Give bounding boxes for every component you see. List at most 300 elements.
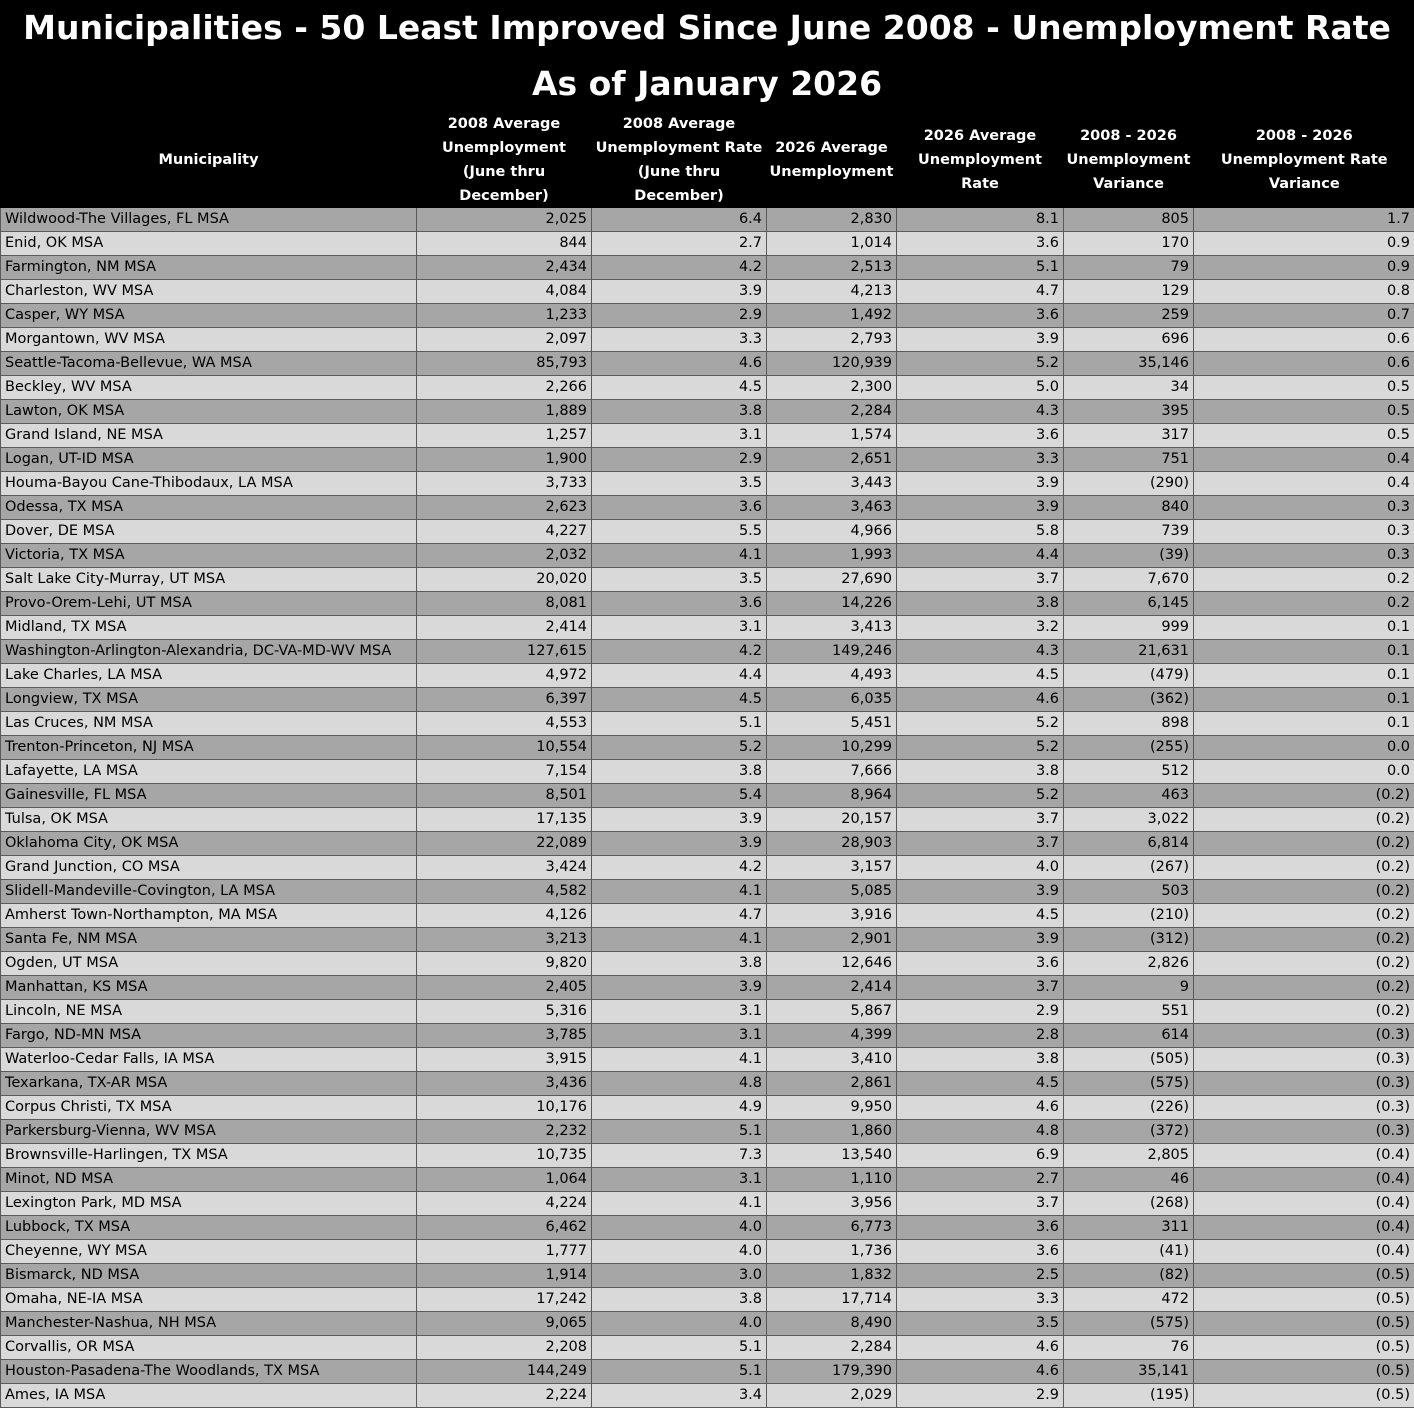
rate-variance-cell: 0.1: [1194, 640, 1414, 664]
avg-unemployment-2026-cell: 2,284: [767, 1336, 897, 1360]
rate-variance-cell: 0.3: [1194, 520, 1414, 544]
unemployment-variance-cell: 259: [1064, 304, 1194, 328]
municipality-cell: Fargo, ND-MN MSA: [1, 1024, 417, 1048]
rate-variance-cell: (0.4): [1194, 1240, 1414, 1264]
avg-unemployment-2008-cell: 127,615: [417, 640, 592, 664]
avg-unemployment-2026-cell: 4,493: [767, 664, 897, 688]
avg-rate-2026-cell: 3.8: [897, 760, 1064, 784]
unemployment-variance-cell: (575): [1064, 1312, 1194, 1336]
avg-unemployment-2008-cell: 4,126: [417, 904, 592, 928]
rate-variance-cell: 0.8: [1194, 280, 1414, 304]
avg-unemployment-2008-cell: 1,777: [417, 1240, 592, 1264]
avg-rate-2026-cell: 5.2: [897, 712, 1064, 736]
table-row: [1, 808, 1414, 832]
unemployment-variance-cell: 472: [1064, 1288, 1194, 1312]
avg-rate-2026-cell: 3.6: [897, 424, 1064, 448]
avg-unemployment-2026-cell: 149,246: [767, 640, 897, 664]
avg-rate-2026-cell: 3.6: [897, 952, 1064, 976]
avg-rate-2008-cell: 3.9: [592, 976, 767, 1000]
avg-unemployment-2026-cell: 4,399: [767, 1024, 897, 1048]
avg-rate-2026-cell: 3.8: [897, 1048, 1064, 1072]
municipality-cell: Dover, DE MSA: [1, 520, 417, 544]
rate-variance-cell: (0.2): [1194, 808, 1414, 832]
unemployment-variance-cell: 898: [1064, 712, 1194, 736]
avg-rate-2008-cell: 3.1: [592, 1024, 767, 1048]
table-row: [1, 472, 1414, 496]
table-row: [1, 784, 1414, 808]
avg-unemployment-2008-cell: 7,154: [417, 760, 592, 784]
rate-variance-cell: 0.7: [1194, 304, 1414, 328]
avg-unemployment-2008-cell: 4,224: [417, 1192, 592, 1216]
avg-rate-2026-cell: 4.6: [897, 688, 1064, 712]
table-row: [1, 208, 1414, 232]
column-header-2026-avg-unemployment: 2026 Average Unemployment: [767, 112, 897, 208]
avg-unemployment-2026-cell: 27,690: [767, 568, 897, 592]
rate-variance-cell: (0.2): [1194, 784, 1414, 808]
avg-rate-2026-cell: 4.3: [897, 640, 1064, 664]
avg-unemployment-2026-cell: 1,993: [767, 544, 897, 568]
avg-unemployment-2026-cell: 2,651: [767, 448, 897, 472]
avg-unemployment-2008-cell: 9,820: [417, 952, 592, 976]
column-header-unemployment-variance: 2008 - 2026 Unemployment Variance: [1064, 112, 1194, 208]
avg-unemployment-2008-cell: 5,316: [417, 1000, 592, 1024]
unemployment-variance-cell: 311: [1064, 1216, 1194, 1240]
table-row: [1, 1072, 1414, 1096]
unemployment-variance-cell: 6,814: [1064, 832, 1194, 856]
avg-rate-2008-cell: 4.5: [592, 688, 767, 712]
table-row: [1, 1048, 1414, 1072]
avg-unemployment-2026-cell: 17,714: [767, 1288, 897, 1312]
unemployment-variance-cell: (210): [1064, 904, 1194, 928]
avg-rate-2008-cell: 4.6: [592, 352, 767, 376]
avg-rate-2026-cell: 3.9: [897, 328, 1064, 352]
municipality-cell: Santa Fe, NM MSA: [1, 928, 417, 952]
avg-rate-2008-cell: 4.1: [592, 880, 767, 904]
municipality-cell: Minot, ND MSA: [1, 1168, 417, 1192]
municipality-cell: Cheyenne, WY MSA: [1, 1240, 417, 1264]
avg-unemployment-2008-cell: 10,735: [417, 1144, 592, 1168]
avg-unemployment-2008-cell: 3,915: [417, 1048, 592, 1072]
avg-rate-2008-cell: 3.6: [592, 592, 767, 616]
municipality-cell: Logan, UT-ID MSA: [1, 448, 417, 472]
avg-rate-2026-cell: 3.3: [897, 1288, 1064, 1312]
rate-variance-cell: (0.5): [1194, 1336, 1414, 1360]
unemployment-variance-cell: (268): [1064, 1192, 1194, 1216]
avg-unemployment-2026-cell: 3,410: [767, 1048, 897, 1072]
avg-unemployment-2008-cell: 4,553: [417, 712, 592, 736]
avg-unemployment-2008-cell: 2,025: [417, 208, 592, 232]
table-row: [1, 832, 1414, 856]
column-header-2026-avg-rate: 2026 Average Unemployment Rate: [897, 112, 1064, 208]
unemployment-variance-cell: 46: [1064, 1168, 1194, 1192]
avg-rate-2026-cell: 5.2: [897, 736, 1064, 760]
rate-variance-cell: 0.6: [1194, 352, 1414, 376]
municipality-cell: Washington-Arlington-Alexandria, DC-VA-MD-WV MSA: [1, 640, 417, 664]
avg-rate-2008-cell: 5.1: [592, 1120, 767, 1144]
unemployment-variance-cell: (39): [1064, 544, 1194, 568]
avg-unemployment-2008-cell: 1,064: [417, 1168, 592, 1192]
avg-rate-2026-cell: 3.6: [897, 1216, 1064, 1240]
unemployment-variance-cell: 551: [1064, 1000, 1194, 1024]
avg-rate-2008-cell: 3.0: [592, 1264, 767, 1288]
municipality-cell: Morgantown, WV MSA: [1, 328, 417, 352]
rate-variance-cell: (0.3): [1194, 1096, 1414, 1120]
municipality-cell: Brownsville-Harlingen, TX MSA: [1, 1144, 417, 1168]
avg-rate-2008-cell: 5.2: [592, 736, 767, 760]
rate-variance-cell: 0.5: [1194, 424, 1414, 448]
avg-rate-2026-cell: 4.6: [897, 1360, 1064, 1384]
avg-rate-2026-cell: 4.5: [897, 1072, 1064, 1096]
unemployment-variance-cell: 170: [1064, 232, 1194, 256]
avg-unemployment-2026-cell: 5,867: [767, 1000, 897, 1024]
municipality-cell: Lexington Park, MD MSA: [1, 1192, 417, 1216]
avg-unemployment-2008-cell: 2,097: [417, 328, 592, 352]
municipality-cell: Lake Charles, LA MSA: [1, 664, 417, 688]
avg-rate-2008-cell: 3.5: [592, 472, 767, 496]
avg-unemployment-2008-cell: 2,414: [417, 616, 592, 640]
table-row: [1, 1000, 1414, 1024]
table-row: [1, 328, 1414, 352]
avg-unemployment-2008-cell: 85,793: [417, 352, 592, 376]
avg-unemployment-2026-cell: 6,773: [767, 1216, 897, 1240]
avg-unemployment-2026-cell: 3,157: [767, 856, 897, 880]
avg-rate-2026-cell: 3.6: [897, 304, 1064, 328]
avg-rate-2026-cell: 2.7: [897, 1168, 1064, 1192]
avg-rate-2008-cell: 4.0: [592, 1216, 767, 1240]
table-row: [1, 568, 1414, 592]
avg-unemployment-2026-cell: 1,574: [767, 424, 897, 448]
rate-variance-cell: (0.4): [1194, 1144, 1414, 1168]
avg-unemployment-2008-cell: 3,733: [417, 472, 592, 496]
avg-rate-2026-cell: 3.6: [897, 232, 1064, 256]
municipality-cell: Gainesville, FL MSA: [1, 784, 417, 808]
avg-rate-2008-cell: 3.1: [592, 424, 767, 448]
avg-unemployment-2008-cell: 1,257: [417, 424, 592, 448]
avg-rate-2026-cell: 4.7: [897, 280, 1064, 304]
avg-unemployment-2026-cell: 2,513: [767, 256, 897, 280]
rate-variance-cell: (0.2): [1194, 856, 1414, 880]
municipality-cell: Lincoln, NE MSA: [1, 1000, 417, 1024]
rate-variance-cell: 1.7: [1194, 208, 1414, 232]
unemployment-variance-cell: 805: [1064, 208, 1194, 232]
avg-unemployment-2008-cell: 2,405: [417, 976, 592, 1000]
avg-rate-2008-cell: 4.8: [592, 1072, 767, 1096]
rate-variance-cell: (0.2): [1194, 952, 1414, 976]
avg-rate-2026-cell: 3.8: [897, 592, 1064, 616]
rate-variance-cell: 0.6: [1194, 328, 1414, 352]
table-row: [1, 712, 1414, 736]
rate-variance-cell: 0.1: [1194, 712, 1414, 736]
municipality-cell: Grand Island, NE MSA: [1, 424, 417, 448]
rate-variance-cell: (0.2): [1194, 832, 1414, 856]
rate-variance-cell: 0.1: [1194, 664, 1414, 688]
municipality-cell: Manhattan, KS MSA: [1, 976, 417, 1000]
table-row: [1, 1024, 1414, 1048]
unemployment-variance-cell: 35,146: [1064, 352, 1194, 376]
municipality-cell: Omaha, NE-IA MSA: [1, 1288, 417, 1312]
rate-variance-cell: 0.0: [1194, 760, 1414, 784]
avg-unemployment-2026-cell: 1,014: [767, 232, 897, 256]
avg-unemployment-2026-cell: 9,950: [767, 1096, 897, 1120]
avg-rate-2008-cell: 2.7: [592, 232, 767, 256]
avg-rate-2026-cell: 2.8: [897, 1024, 1064, 1048]
avg-unemployment-2008-cell: 2,208: [417, 1336, 592, 1360]
table-row: [1, 1168, 1414, 1192]
municipality-cell: Casper, WY MSA: [1, 304, 417, 328]
unemployment-variance-cell: 739: [1064, 520, 1194, 544]
table-row: [1, 352, 1414, 376]
avg-rate-2008-cell: 4.9: [592, 1096, 767, 1120]
avg-unemployment-2008-cell: 6,397: [417, 688, 592, 712]
municipality-cell: Parkersburg-Vienna, WV MSA: [1, 1120, 417, 1144]
avg-unemployment-2026-cell: 10,299: [767, 736, 897, 760]
avg-rate-2008-cell: 3.1: [592, 1168, 767, 1192]
avg-rate-2026-cell: 6.9: [897, 1144, 1064, 1168]
avg-unemployment-2026-cell: 3,443: [767, 472, 897, 496]
table-row: [1, 736, 1414, 760]
avg-unemployment-2008-cell: 144,249: [417, 1360, 592, 1384]
avg-unemployment-2008-cell: 4,227: [417, 520, 592, 544]
unemployment-variance-cell: 6,145: [1064, 592, 1194, 616]
table-row: [1, 760, 1414, 784]
municipality-cell: Bismarck, ND MSA: [1, 1264, 417, 1288]
avg-unemployment-2008-cell: 1,900: [417, 448, 592, 472]
municipality-cell: Corpus Christi, TX MSA: [1, 1096, 417, 1120]
rate-variance-cell: 0.5: [1194, 400, 1414, 424]
rate-variance-cell: (0.5): [1194, 1264, 1414, 1288]
avg-rate-2026-cell: 4.5: [897, 904, 1064, 928]
rate-variance-cell: (0.5): [1194, 1360, 1414, 1384]
avg-unemployment-2026-cell: 7,666: [767, 760, 897, 784]
table-row: [1, 904, 1414, 928]
avg-rate-2008-cell: 5.1: [592, 1336, 767, 1360]
municipality-cell: Lafayette, LA MSA: [1, 760, 417, 784]
unemployment-variance-cell: 3,022: [1064, 808, 1194, 832]
avg-rate-2008-cell: 4.7: [592, 904, 767, 928]
unemployment-variance-cell: 840: [1064, 496, 1194, 520]
avg-unemployment-2026-cell: 6,035: [767, 688, 897, 712]
avg-unemployment-2026-cell: 4,966: [767, 520, 897, 544]
table-row: [1, 1288, 1414, 1312]
avg-rate-2008-cell: 4.5: [592, 376, 767, 400]
rate-variance-cell: 0.4: [1194, 448, 1414, 472]
table-row: [1, 616, 1414, 640]
unemployment-table: [0, 112, 1414, 1408]
municipality-cell: Provo-Orem-Lehi, UT MSA: [1, 592, 417, 616]
column-header-municipality: Municipality: [1, 112, 417, 208]
avg-rate-2008-cell: 3.8: [592, 952, 767, 976]
rate-variance-cell: 0.9: [1194, 232, 1414, 256]
avg-rate-2008-cell: 4.4: [592, 664, 767, 688]
table-row: [1, 376, 1414, 400]
avg-rate-2008-cell: 4.2: [592, 640, 767, 664]
avg-rate-2008-cell: 2.9: [592, 448, 767, 472]
rate-variance-cell: (0.2): [1194, 880, 1414, 904]
municipality-cell: Grand Junction, CO MSA: [1, 856, 417, 880]
municipality-cell: Ogden, UT MSA: [1, 952, 417, 976]
avg-unemployment-2008-cell: 3,213: [417, 928, 592, 952]
header-row: [1, 112, 1414, 208]
unemployment-variance-cell: 2,826: [1064, 952, 1194, 976]
avg-rate-2008-cell: 5.1: [592, 1360, 767, 1384]
municipality-cell: Amherst Town-Northampton, MA MSA: [1, 904, 417, 928]
municipality-cell: Longview, TX MSA: [1, 688, 417, 712]
table-row: [1, 400, 1414, 424]
rate-variance-cell: 0.4: [1194, 472, 1414, 496]
page-subtitle: As of January 2026: [0, 56, 1414, 112]
rate-variance-cell: 0.2: [1194, 568, 1414, 592]
avg-rate-2026-cell: 3.7: [897, 976, 1064, 1000]
avg-unemployment-2008-cell: 8,501: [417, 784, 592, 808]
avg-rate-2008-cell: 4.1: [592, 1192, 767, 1216]
unemployment-variance-cell: (575): [1064, 1072, 1194, 1096]
avg-unemployment-2008-cell: 3,436: [417, 1072, 592, 1096]
avg-rate-2008-cell: 4.0: [592, 1312, 767, 1336]
avg-rate-2026-cell: 4.4: [897, 544, 1064, 568]
avg-rate-2026-cell: 3.2: [897, 616, 1064, 640]
municipality-cell: Slidell-Mandeville-Covington, LA MSA: [1, 880, 417, 904]
avg-unemployment-2008-cell: 17,135: [417, 808, 592, 832]
avg-rate-2008-cell: 4.1: [592, 1048, 767, 1072]
avg-rate-2008-cell: 5.4: [592, 784, 767, 808]
unemployment-variance-cell: 614: [1064, 1024, 1194, 1048]
municipality-cell: Beckley, WV MSA: [1, 376, 417, 400]
page-title: Municipalities - 50 Least Improved Since June 2008 - Unemployment Rate: [0, 0, 1414, 56]
unemployment-variance-cell: 503: [1064, 880, 1194, 904]
rate-variance-cell: 0.0: [1194, 736, 1414, 760]
avg-rate-2026-cell: 3.9: [897, 928, 1064, 952]
table-row: [1, 1240, 1414, 1264]
unemployment-variance-cell: (82): [1064, 1264, 1194, 1288]
avg-rate-2026-cell: 2.9: [897, 1384, 1064, 1408]
rate-variance-cell: 0.1: [1194, 688, 1414, 712]
unemployment-variance-cell: 999: [1064, 616, 1194, 640]
avg-unemployment-2026-cell: 2,414: [767, 976, 897, 1000]
rate-variance-cell: (0.5): [1194, 1312, 1414, 1336]
unemployment-variance-cell: 2,805: [1064, 1144, 1194, 1168]
rate-variance-cell: (0.3): [1194, 1072, 1414, 1096]
avg-unemployment-2026-cell: 1,492: [767, 304, 897, 328]
table-row: [1, 1120, 1414, 1144]
avg-unemployment-2026-cell: 3,956: [767, 1192, 897, 1216]
avg-rate-2026-cell: 3.7: [897, 832, 1064, 856]
avg-unemployment-2026-cell: 2,901: [767, 928, 897, 952]
unemployment-variance-cell: (290): [1064, 472, 1194, 496]
avg-rate-2008-cell: 4.1: [592, 928, 767, 952]
avg-unemployment-2008-cell: 2,224: [417, 1384, 592, 1408]
table-row: [1, 304, 1414, 328]
table-row: [1, 952, 1414, 976]
avg-rate-2008-cell: 3.3: [592, 328, 767, 352]
unemployment-variance-cell: 463: [1064, 784, 1194, 808]
avg-unemployment-2026-cell: 2,830: [767, 208, 897, 232]
table-row: [1, 424, 1414, 448]
avg-rate-2026-cell: 3.7: [897, 1192, 1064, 1216]
rate-variance-cell: 0.9: [1194, 256, 1414, 280]
avg-rate-2008-cell: 2.9: [592, 304, 767, 328]
unemployment-variance-cell: (479): [1064, 664, 1194, 688]
rate-variance-cell: (0.2): [1194, 904, 1414, 928]
rate-variance-cell: (0.5): [1194, 1384, 1414, 1408]
avg-unemployment-2026-cell: 14,226: [767, 592, 897, 616]
table-row: [1, 1096, 1414, 1120]
table-row: [1, 1360, 1414, 1384]
unemployment-variance-cell: (267): [1064, 856, 1194, 880]
rate-variance-cell: 0.1: [1194, 616, 1414, 640]
avg-rate-2026-cell: 3.3: [897, 448, 1064, 472]
rate-variance-cell: 0.3: [1194, 544, 1414, 568]
avg-rate-2026-cell: 8.1: [897, 208, 1064, 232]
table-row: [1, 640, 1414, 664]
avg-rate-2026-cell: 4.8: [897, 1120, 1064, 1144]
avg-unemployment-2008-cell: 2,032: [417, 544, 592, 568]
municipality-cell: Enid, OK MSA: [1, 232, 417, 256]
unemployment-variance-cell: (255): [1064, 736, 1194, 760]
title-block: [0, 0, 1414, 112]
avg-rate-2026-cell: 3.7: [897, 808, 1064, 832]
avg-rate-2026-cell: 5.2: [897, 784, 1064, 808]
avg-rate-2008-cell: 5.1: [592, 712, 767, 736]
rate-variance-cell: (0.4): [1194, 1192, 1414, 1216]
municipality-cell: Seattle-Tacoma-Bellevue, WA MSA: [1, 352, 417, 376]
column-header-rate-variance: 2008 - 2026 Unemployment Rate Variance: [1194, 112, 1414, 208]
municipality-cell: Oklahoma City, OK MSA: [1, 832, 417, 856]
unemployment-variance-cell: 696: [1064, 328, 1194, 352]
avg-unemployment-2008-cell: 22,089: [417, 832, 592, 856]
column-header-2008-avg-rate: 2008 Average Unemployment Rate (June thru December): [592, 112, 767, 208]
municipality-cell: Ames, IA MSA: [1, 1384, 417, 1408]
avg-unemployment-2026-cell: 3,463: [767, 496, 897, 520]
avg-unemployment-2008-cell: 9,065: [417, 1312, 592, 1336]
municipality-cell: Texarkana, TX-AR MSA: [1, 1072, 417, 1096]
avg-unemployment-2008-cell: 10,176: [417, 1096, 592, 1120]
avg-unemployment-2026-cell: 179,390: [767, 1360, 897, 1384]
avg-rate-2026-cell: 3.9: [897, 880, 1064, 904]
rate-variance-cell: (0.2): [1194, 1000, 1414, 1024]
avg-unemployment-2026-cell: 2,793: [767, 328, 897, 352]
table-row: [1, 280, 1414, 304]
avg-unemployment-2026-cell: 4,213: [767, 280, 897, 304]
table-row: [1, 1384, 1414, 1408]
avg-unemployment-2026-cell: 8,490: [767, 1312, 897, 1336]
table-row: [1, 256, 1414, 280]
table-row: [1, 856, 1414, 880]
municipality-cell: Wildwood-The Villages, FL MSA: [1, 208, 417, 232]
rate-variance-cell: (0.3): [1194, 1048, 1414, 1072]
municipality-cell: Manchester-Nashua, NH MSA: [1, 1312, 417, 1336]
avg-rate-2008-cell: 6.4: [592, 208, 767, 232]
avg-rate-2008-cell: 3.6: [592, 496, 767, 520]
avg-rate-2026-cell: 3.9: [897, 496, 1064, 520]
avg-rate-2026-cell: 5.8: [897, 520, 1064, 544]
avg-unemployment-2008-cell: 3,785: [417, 1024, 592, 1048]
avg-unemployment-2026-cell: 1,860: [767, 1120, 897, 1144]
municipality-cell: Lubbock, TX MSA: [1, 1216, 417, 1240]
table-row: [1, 544, 1414, 568]
avg-rate-2026-cell: 4.0: [897, 856, 1064, 880]
municipality-cell: Midland, TX MSA: [1, 616, 417, 640]
avg-unemployment-2008-cell: 2,623: [417, 496, 592, 520]
avg-rate-2008-cell: 4.2: [592, 256, 767, 280]
avg-unemployment-2026-cell: 5,085: [767, 880, 897, 904]
avg-unemployment-2026-cell: 28,903: [767, 832, 897, 856]
table-row: [1, 232, 1414, 256]
avg-rate-2008-cell: 3.8: [592, 760, 767, 784]
rate-variance-cell: (0.3): [1194, 1120, 1414, 1144]
avg-unemployment-2008-cell: 4,582: [417, 880, 592, 904]
table-row: [1, 664, 1414, 688]
avg-unemployment-2008-cell: 4,084: [417, 280, 592, 304]
